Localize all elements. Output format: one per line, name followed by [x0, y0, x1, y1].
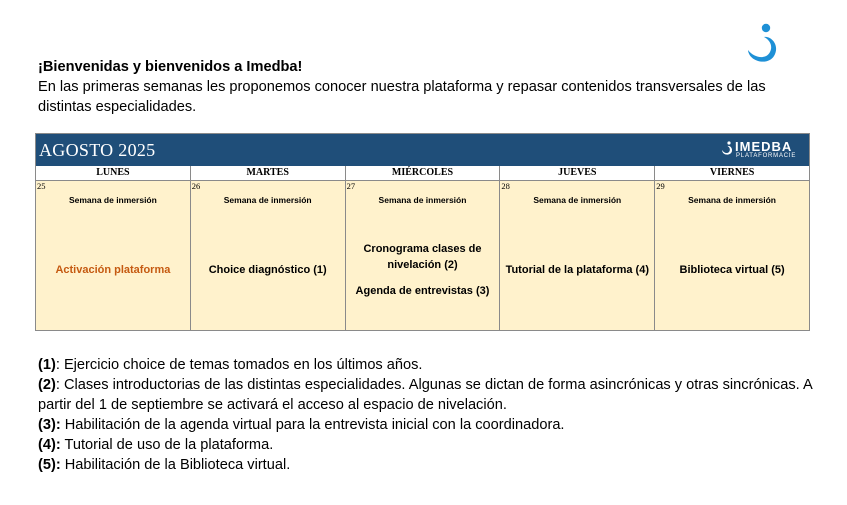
day-subtitle: Semana de inmersión: [688, 195, 777, 205]
event-choice-diagnostico: Choice diagnóstico (1): [208, 263, 327, 276]
footnote: [38, 375, 818, 415]
day-cells-row: [36, 180, 809, 330]
footnote-text: : Ejercicio choice de temas tomados en los últimos años.: [55, 357, 423, 373]
day-date: 25: [37, 181, 46, 191]
day-date: 26: [191, 181, 201, 191]
calendar-title: AGOSTO 2025: [39, 140, 156, 160]
event-agenda-entrevistas: Agenda de entrevistas (3): [355, 284, 490, 297]
weekday-name: MARTES: [191, 166, 346, 180]
day-cell: [500, 180, 655, 330]
day-date: 29: [656, 181, 665, 191]
event-biblioteca-virtual: Biblioteca virtual (5): [679, 263, 785, 276]
day-events: [659, 209, 805, 330]
day-subtitle: Semana de inmersión: [223, 195, 312, 205]
day-subtitle: Semana de inmersión: [533, 195, 622, 205]
day-date: 27: [346, 181, 356, 191]
imedba-brand: [721, 139, 799, 161]
event-activacion-plataforma: Activación plataforma: [55, 263, 171, 276]
day-events: [350, 209, 496, 330]
footnote-text: Habilitación de la agenda virtual para la entrevista inicial con la coordinadora.: [60, 417, 565, 433]
footnote-key: (5):: [38, 457, 61, 473]
day-cell: [346, 180, 501, 330]
day-cell: [655, 180, 809, 330]
calendar-table: [35, 133, 810, 331]
intro-text: En las primeras semanas les proponemos conocer nuestra plataforma y repasar contenidos transversales de las distintas especialidades.: [38, 79, 766, 115]
footnotes: [38, 355, 818, 475]
weekday-row: [36, 166, 809, 180]
footnote-text: : Clases introductorias de las distintas especialidades. Algunas se dictan de forma asincrónicas y otras sincrónicas. A partir del 1 de septiembre se activará el acceso al espacio de nivelación.: [38, 377, 812, 413]
day-events: [504, 209, 650, 330]
footnote-key: (3):: [38, 417, 61, 433]
footnote: [38, 435, 818, 455]
intro: [38, 57, 818, 117]
footnote-key: (1): [38, 357, 56, 373]
footnote: [38, 355, 818, 375]
day-subtitle: Semana de inmersión: [378, 195, 467, 205]
day-subtitle: Semana de inmersión: [68, 195, 157, 205]
footnote-text: Tutorial de uso de la plataforma.: [60, 437, 274, 453]
brand-subtitle: PLATAFORMACIE: [736, 153, 797, 159]
footnote-text: Habilitación de la Biblioteca virtual.: [60, 457, 291, 473]
footnote: [38, 415, 818, 435]
day-cell: [191, 180, 346, 330]
calendar-header: [36, 134, 809, 166]
day-events: [40, 209, 186, 330]
footnote-key: (2): [38, 377, 56, 393]
intro-title: ¡Bienvenidas y bienvenidos a Imedba!: [38, 59, 303, 75]
footnote: [38, 455, 818, 475]
day-cell: [36, 180, 191, 330]
weekday-name: JUEVES: [500, 166, 655, 180]
brand-name: IMEDBA: [735, 139, 793, 154]
day-date: 28: [501, 181, 510, 191]
imedba-brand-icon: [721, 141, 733, 157]
weekday-name: LUNES: [36, 166, 191, 180]
footnote-key: (4):: [38, 437, 61, 453]
event-tutorial-plataforma: Tutorial de la plataforma (4): [505, 263, 649, 276]
day-events: [195, 209, 341, 330]
event-cronograma-nivelacion: Cronograma clases de nivelación (2): [363, 242, 482, 271]
weekday-name: VIERNES: [655, 166, 809, 180]
weekday-name: MIÉRCOLES: [346, 166, 501, 180]
